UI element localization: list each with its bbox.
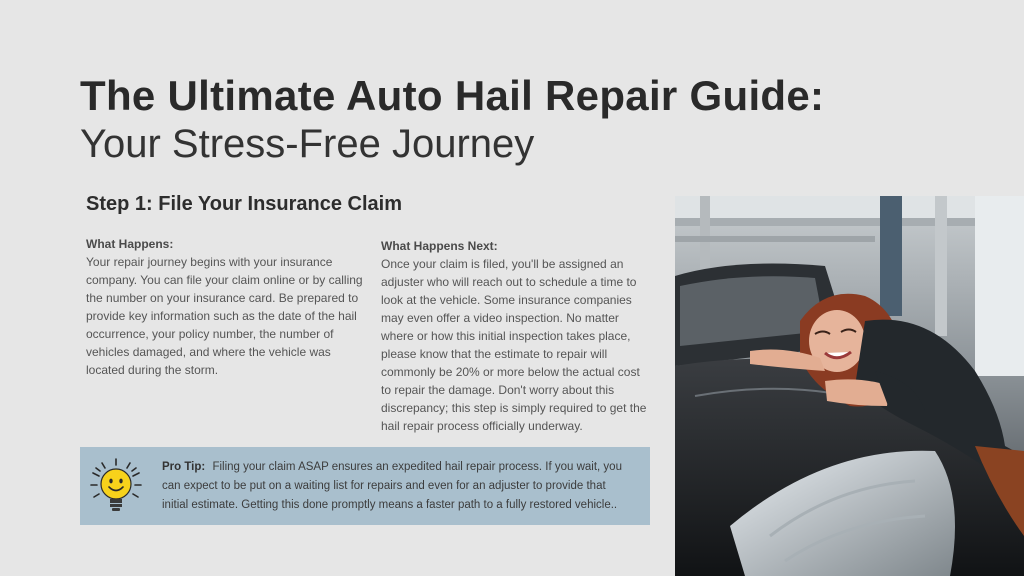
what-happens-next-body: Once your claim is filed, you'll be assigned an adjuster who will reach out to schedule a time to look at the vehicle. Some insurance companies may even offer a video inspection. No matter where or how this initial inspection takes place, please know that the estimate to repair will commonly be 20% or more below the actual cost to repair the damage. Don't worry about this discrepancy; this step is simply required to get the hail repair process officially underway.	[381, 257, 647, 433]
title-main: The Ultimate Auto Hail Repair Guide:	[80, 72, 825, 119]
hero-photo	[675, 196, 1024, 576]
pro-tip-body: Filing your claim ASAP ensures an expedited hail repair process. If you wait, you can expect to be put on a waiting list for repairs and even for an adjuster to provide that initial estimate. Getting this done promptly means a faster path to a fully restored vehicle..	[162, 461, 622, 511]
step-heading: Step 1: File Your Insurance Claim	[86, 193, 403, 215]
what-happens-body: Your repair journey begins with your insurance company. You can file your claim online or by calling the number on your insurance card. Be prepared to provide key information such as the date of the hail occurrence, your policy number, the number of vehicles damaged, and where the vehicle was located during the storm.	[86, 255, 363, 377]
what-happens-heading: What Happens:	[86, 237, 174, 251]
pro-tip-box	[80, 447, 650, 525]
what-happens-section	[86, 235, 371, 379]
pro-tip-label: Pro Tip:	[162, 461, 206, 473]
lightbulb-smiley-icon	[90, 457, 142, 513]
woman-hugging-car-illustration	[675, 196, 1024, 576]
title-subtitle: Your Stress-Free Journey	[80, 122, 535, 166]
pro-tip-text-block	[162, 458, 632, 515]
page-title	[80, 72, 824, 168]
what-happens-next-section	[381, 237, 653, 435]
what-happens-next-heading: What Happens Next:	[381, 239, 498, 253]
